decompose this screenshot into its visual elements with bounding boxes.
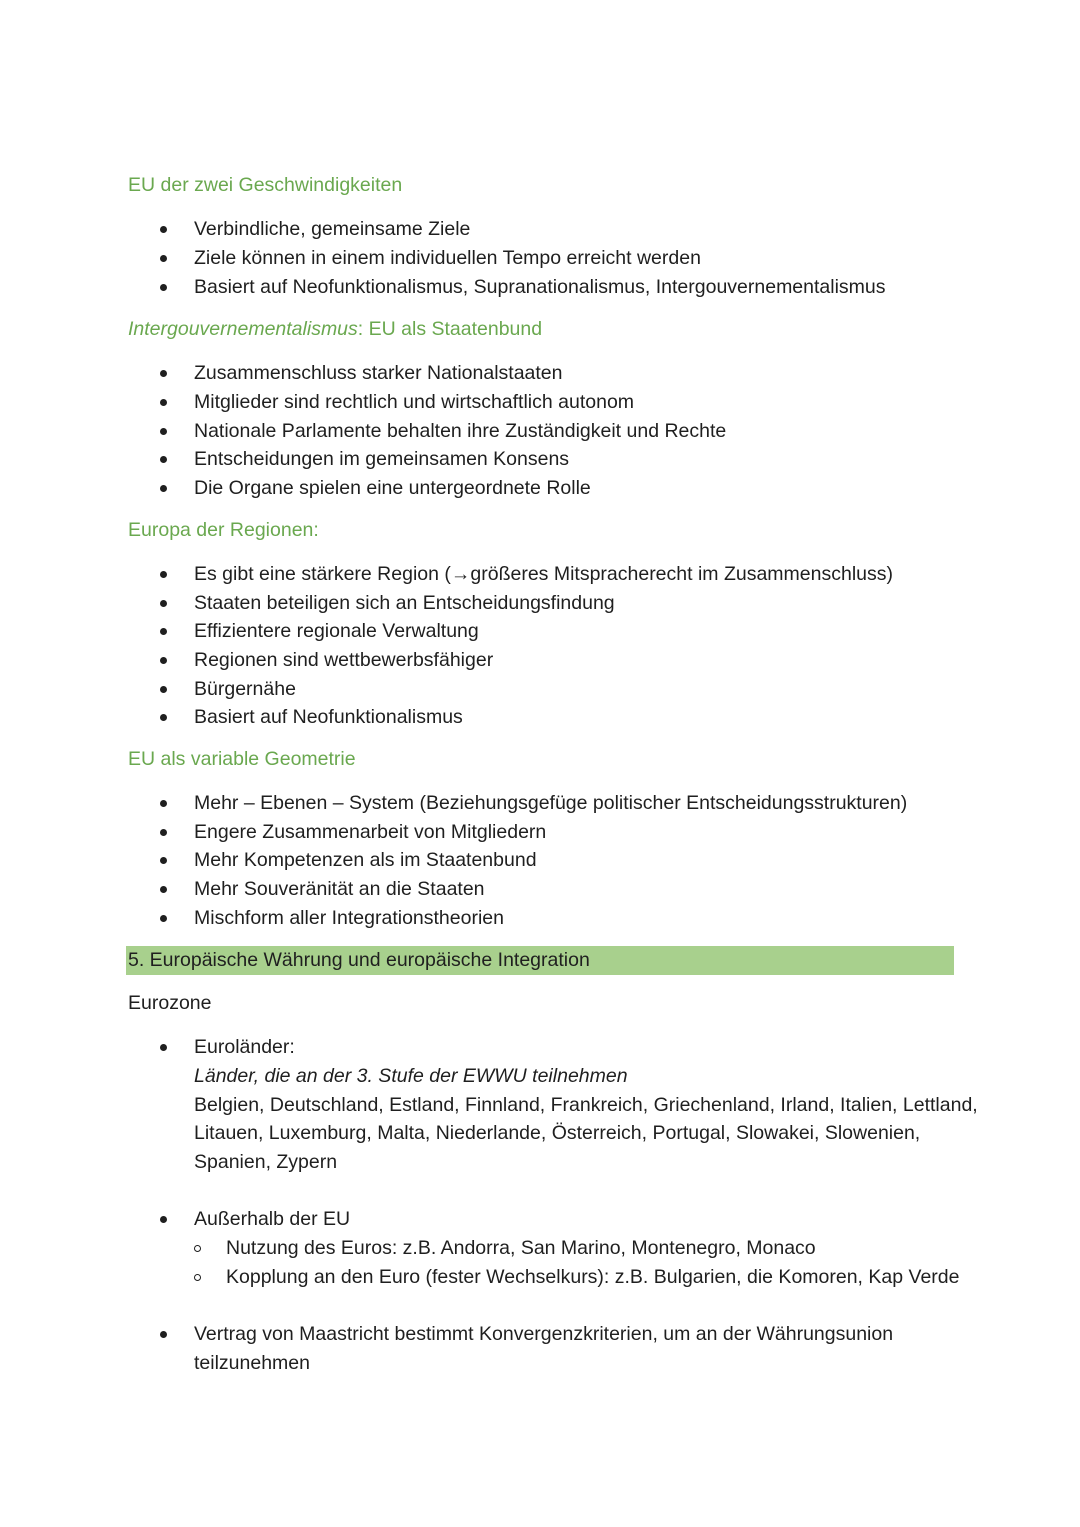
bullet-icon <box>160 226 167 233</box>
list-item: Mehr Souveränität an die Staaten <box>194 878 485 900</box>
bullet-icon <box>160 456 167 463</box>
list-item: Mischform aller Integrationstheorien <box>194 907 504 929</box>
list-item: Verbindliche, gemeinsame Ziele <box>194 218 471 240</box>
list-item: Zusammenschluss starker Nationalstaaten <box>194 362 563 384</box>
sub-list-item: Kopplung an den Euro (fester Wechselkurs): z.B. Bulgarien, die Komoren, Kap Verde <box>226 1266 960 1288</box>
chapter-heading-5: 5. Europäische Währung und europäische Integration <box>126 946 954 975</box>
bullet-icon <box>160 370 167 377</box>
bullet-icon <box>160 571 167 578</box>
ausserhalb-label: Außerhalb der EU <box>194 1208 351 1230</box>
eurolaender-list: Spanien, Zypern <box>194 1151 338 1173</box>
eurolaender-list: Belgien, Deutschland, Estland, Finnland, Frankreich, Griechenland, Irland, Italien, Lettland, <box>194 1094 978 1116</box>
eurolaender-list: Litauen, Luxemburg, Malta, Niederlande, Österreich, Portugal, Slowakei, Slowenien, <box>194 1122 921 1144</box>
list-item: Mehr – Ebenen – System (Beziehungsgefüge politischer Entscheidungsstrukturen) <box>194 792 908 814</box>
list-item: Mitglieder sind rechtlich und wirtschaftlich autonom <box>194 391 635 413</box>
bullet-icon <box>160 399 167 406</box>
maastricht-text: Vertrag von Maastricht bestimmt Konvergenzkriterien, um an der Währungsunion <box>194 1323 894 1345</box>
bullet-icon <box>160 1044 167 1051</box>
circle-bullet-icon <box>194 1245 201 1252</box>
bullet-icon <box>160 915 167 922</box>
list-item: Es gibt eine stärkere Region (→größeres Mitspracherecht im Zusammenschluss) <box>194 563 894 585</box>
list-item: Nationale Parlamente behalten ihre Zuständigkeit und Rechte <box>194 420 727 442</box>
bullet-icon <box>160 628 167 635</box>
sub-list-item: Nutzung des Euros: z.B. Andorra, San Marino, Montenegro, Monaco <box>226 1237 816 1259</box>
bullet-icon <box>160 485 167 492</box>
bullet-icon <box>160 714 167 721</box>
bullet-icon <box>160 657 167 664</box>
bullet-icon <box>160 1331 167 1338</box>
bullet-icon <box>160 800 167 807</box>
list-item: Bürgernähe <box>194 678 296 700</box>
bullet-icon <box>160 886 167 893</box>
list-item: Effizientere regionale Verwaltung <box>194 620 479 642</box>
list-item: Mehr Kompetenzen als im Staatenbund <box>194 849 537 871</box>
list-item: Regionen sind wettbewerbsfähiger <box>194 649 494 671</box>
heading-intergouvernementalismus <box>128 318 542 341</box>
eurolaender-definition: Länder, die an der 3. Stufe der EWWU teilnehmen <box>194 1065 628 1087</box>
bullet-icon <box>160 686 167 693</box>
eurolaender-label: Euroländer: <box>194 1036 295 1058</box>
heading-italic-part: Intergouvernementalismus <box>128 318 358 340</box>
list-item: Engere Zusammenarbeit von Mitgliedern <box>194 821 547 843</box>
list-item: Entscheidungen im gemeinsamen Konsens <box>194 448 570 470</box>
bullet-icon <box>160 1216 167 1223</box>
bullet-icon <box>160 600 167 607</box>
maastricht-text: teilzunehmen <box>194 1352 310 1374</box>
list-item: Staaten beteiligen sich an Entscheidungsfindung <box>194 592 615 614</box>
bullet-icon <box>160 428 167 435</box>
heading-geometrie: EU als variable Geometrie <box>128 748 356 770</box>
circle-bullet-icon <box>194 1274 201 1281</box>
heading-geschwindigkeiten: EU der zwei Geschwindigkeiten <box>128 174 403 196</box>
heading-eurozone: Eurozone <box>128 992 212 1014</box>
list-item: Basiert auf Neofunktionalismus <box>194 706 463 728</box>
heading-rest-part: : EU als Staatenbund <box>357 318 543 340</box>
bullet-icon <box>160 255 167 262</box>
bullet-icon <box>160 284 167 291</box>
list-item: Basiert auf Neofunktionalismus, Supranationalismus, Intergouvernementalismus <box>194 276 886 298</box>
list-item: Ziele können in einem individuellen Tempo erreicht werden <box>194 247 701 269</box>
heading-regionen: Europa der Regionen: <box>128 519 319 541</box>
bullet-icon <box>160 857 167 864</box>
list-item: Die Organe spielen eine untergeordnete Rolle <box>194 477 591 499</box>
bullet-icon <box>160 829 167 836</box>
